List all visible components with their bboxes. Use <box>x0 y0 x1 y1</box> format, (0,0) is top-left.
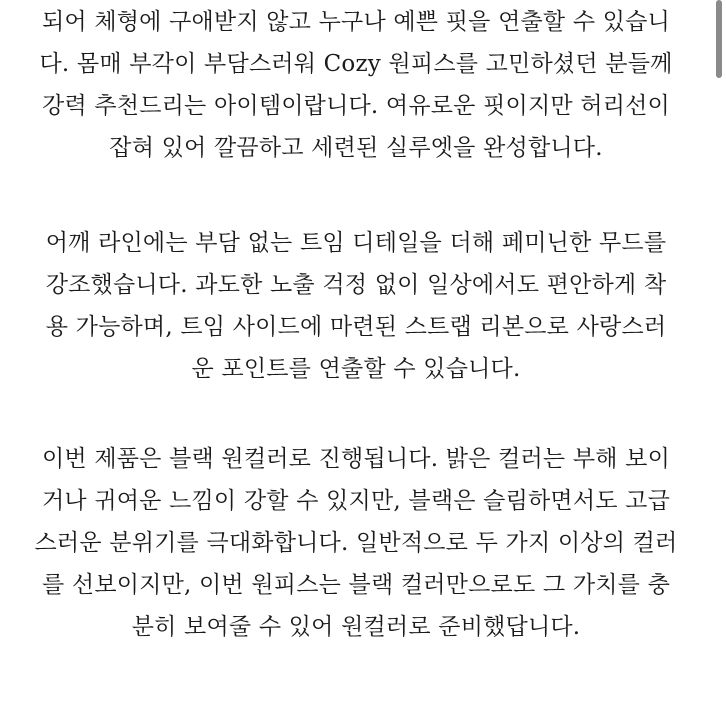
text-line: 분히 보여줄 수 있어 원컬러로 준비했답니다. <box>131 614 581 640</box>
text-line: 를 선보이지만, 이번 원피스는 블랙 컬러만으로도 그 가치를 충 <box>41 572 671 598</box>
text-line: 이번 제품은 블랙 원컬러로 진행됩니다. 밝은 컬러는 부해 보이 <box>41 446 671 472</box>
text-line: 강력 추천드리는 아이템이랍니다. 여유로운 핏이지만 허리선이 <box>42 93 670 119</box>
text-line: 되어 체형에 구애받지 않고 누구나 예쁜 핏을 연출할 수 있습니 <box>41 9 671 35</box>
text-line: 용 가능하며, 트임 사이드에 마련된 스트랩 리본으로 사랑스러 <box>45 314 667 340</box>
text-line: 강조했습니다. 과도한 노출 걱정 없이 일상에서도 편안하게 착 <box>45 272 667 298</box>
paragraph-color <box>0 438 712 648</box>
paragraph-fit <box>0 1 712 169</box>
text-line: 어깨 라인에는 부담 없는 트임 디테일을 더해 페미닌한 무드를 <box>45 230 667 256</box>
scrollbar-thumb[interactable] <box>716 0 722 78</box>
text-line: 운 포인트를 연출할 수 있습니다. <box>191 356 521 382</box>
text-line: 거나 귀여운 느낌이 강할 수 있지만, 블랙은 슬림하면서도 고급 <box>41 488 671 514</box>
text-line: 다. 몸매 부각이 부담스러워 Cozy 원피스를 고민하셨던 분들께 <box>39 51 673 77</box>
paragraph-shoulder-detail <box>0 222 712 390</box>
text-line: 스러운 분위기를 극대화합니다. 일반적으로 두 가지 이상의 컬러 <box>34 530 678 556</box>
text-line: 잡혀 있어 깔끔하고 세련된 실루엣을 완성합니다. <box>109 135 603 161</box>
